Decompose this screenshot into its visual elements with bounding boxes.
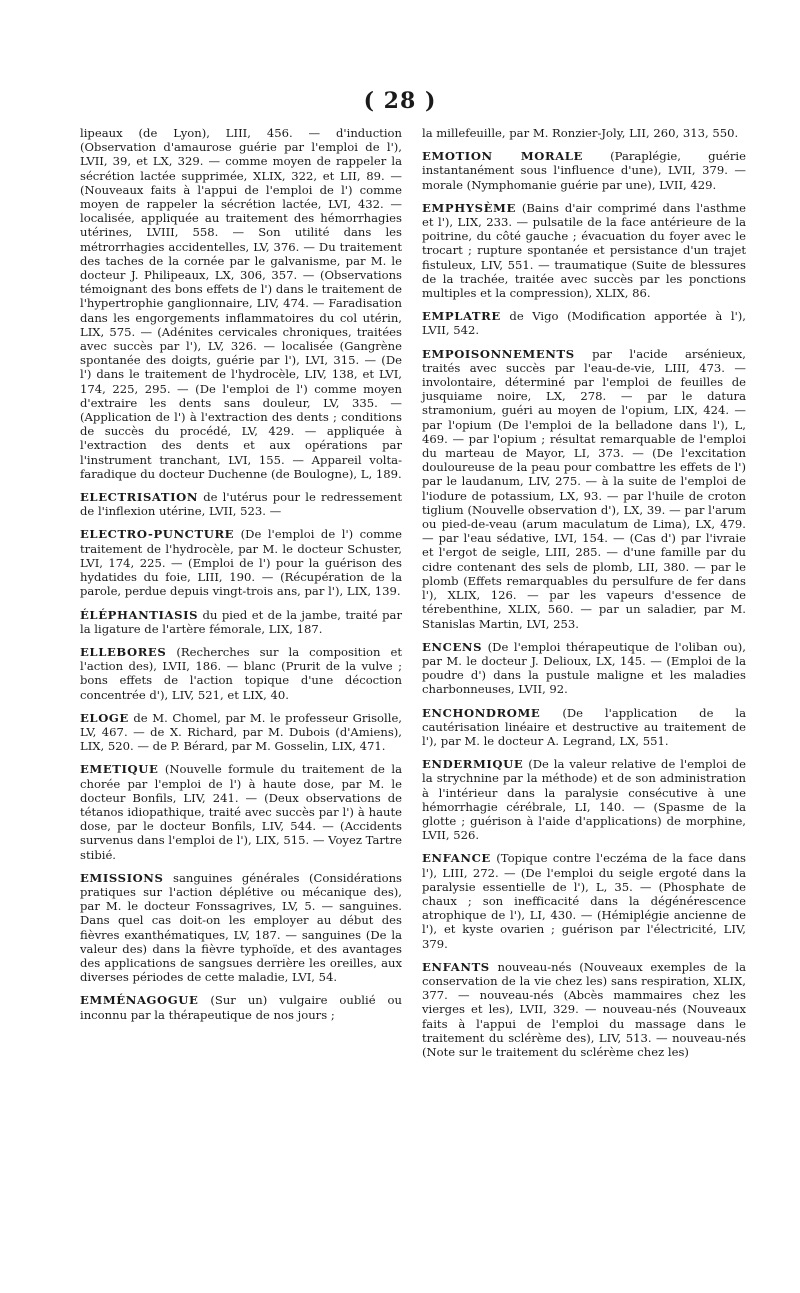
index-entry: [422, 640, 746, 697]
entry-heading: ENFANCE: [422, 851, 491, 866]
entry-text: du pied et de la jambe, traité par la ligature de l'artère fémorale, LIX, 187.: [80, 607, 402, 636]
entry-text: la millefeuille, par M. Ronzier-Joly, LII, 260, 313, 550.: [422, 126, 739, 140]
index-entry: [422, 309, 746, 337]
index-entry: [422, 347, 746, 631]
entry-heading: ENCENS: [422, 639, 483, 654]
entry-text: de Vigo (Modification apportée à l'), LVII, 542.: [422, 309, 746, 338]
entry-heading: EMPHYSÈME: [422, 200, 516, 215]
entry-heading: EMMÉNAGOGUE: [80, 993, 199, 1008]
entry-text: sanguines générales (Considérations pratiques sur l'action déplétive ou mécanique des), par M. le docteur Fonssagrives, LV, 5. — sanguines. Dans quel cas doit-on les employer au début des fièvres exanthématiques, LV, 187. — sanguines (De la valeur des) dans la fièvre typhoïde, et des avantages des applications de sangsues derrière les oreilles, aux diverses périodes de cette maladie, LVI, 54.: [80, 870, 402, 985]
index-entry: [80, 871, 402, 985]
index-entry: [80, 762, 402, 861]
entry-heading: ÉLÉPHANTIASIS: [80, 607, 199, 622]
index-entry: [80, 711, 402, 754]
entry-heading: ENCHONDROME: [422, 705, 541, 720]
entry-heading: ELECTRO-PUNCTURE: [80, 527, 235, 542]
entry-heading: ELOGE: [80, 710, 129, 725]
index-entry: [422, 149, 746, 192]
index-entry: [80, 993, 402, 1021]
entry-heading: EMPOISONNEMENTS: [422, 346, 575, 361]
index-entry: [80, 490, 402, 518]
entry-text: (Recherches sur la composition et l'action des), LVII, 186. — blanc (Prurit de la vulve ; bons effets de l'action topique d'une décoction concentrée d'), LIV, 521, et LIX, 40.: [80, 644, 402, 702]
entry-text: de l'utérus pour le redressement de l'inflexion utérine, LVII, 523. —: [80, 490, 402, 519]
left-column: [80, 126, 402, 1031]
entry-text: nouveau-nés (Nouveaux exemples de la conservation de la vie chez les) sans respiration, XLIX, 377. — nouveau-nés (Abcès mammaires chez les vierges et les), LVII, 329. — nouveau-nés (Nouveaux faits à l'appui de l'emploi du massage dans le traitement du sclérème des), LIV, 513. — nouveau-nés (Note sur le traitement du sclérème chez les): [422, 959, 746, 1059]
entry-heading: ENFANTS: [422, 959, 490, 974]
index-entry: [422, 851, 746, 950]
entry-heading: ELECTRISATION: [80, 490, 199, 505]
index-entry: [80, 527, 402, 598]
index-entry: [80, 608, 402, 636]
entry-heading: EMISSIONS: [80, 870, 164, 885]
entry-text: (De la valeur relative de l'emploi de la strychnine par la méthode) et de son administration à l'intérieur dans la paralysie consécutive à une hémorrhagie cérébrale, LI, 140. — (Spasme de la glotte ; guérison à l'aide d'applications) de morphine, LVII, 526.: [422, 757, 746, 843]
entry-heading: ENDERMIQUE: [422, 757, 524, 772]
entry-text: par l'acide arsénieux, traités avec succès par l'eau-de-vie, LIII, 473. — involontaire, déterminé par l'emploi de feuilles de jusquiame noire, LX, 278. — par le datura stramonium, guéri au moyen de l'opium, LIX, 424. — par l'opium (De l'emploi de la belladone dans l'), L, 469. — par l'opium ; résultat remarquable de l'emploi du marteau de Mayor, LI, 373. — (De l'excitation douloureuse de la peau pour combattre les effets de l') par le laudanum, LIV, 275. — à la suite de l'emploi de l'iodure de potassium, LX, 93. — par l'huile de croton tiglium (Nouvelle observation d'), LX, 39. — par l'arum ou pied-de-veau (arum maculatum de Lima), LX, 479. — par l'eau sédative, LVI, 154. — (Cas d') par l'ivraie et l'ergot de seigle, LIII, 285. — d'une famille par du cidre contenant des sels de plomb, LII, 380. — par le plomb (Effets remarquables du persulfure de fer dans l'), XLIX, 126. — par les vapeurs d'essence de térebenthine, XLIX, 560. — par un saladier, par M. Stanislas Martin, LVI, 253.: [422, 346, 746, 631]
entry-heading: ELLEBORES: [80, 644, 167, 659]
entry-text: (De l'application de la cautérisation linéaire et destructive au traitement de l'), par M. le docteur A. Legrand, LX, 551.: [422, 705, 746, 748]
entry-text: (Bains d'air comprimé dans l'asthme et l'), LIX, 233. — pulsatile de la face antérieure de la poitrine, du côté gauche ; évacuation du foyer avec le trocart ; rupture spontanée et persistance d'un trajet fistuleux, LIV, 551. — traumatique (Suite de blessures de la trachée, traitée avec succès par les ponctions multiples et la compression), XLIX, 86.: [422, 200, 746, 301]
page-number: ( 28 ): [363, 88, 437, 114]
index-entry: [422, 706, 746, 749]
index-entry: [80, 126, 402, 481]
entry-text: (Topique contre l'eczéma de la face dans l'), LIII, 272. — (De l'emploi du seigle ergoté dans la paralysie essentielle de l'), L, 35. — (Phosphate de chaux ; son inefficacité dans la dégénérescence atrophique de l'), LI, 430. — (Hémiplégie ancienne de l'), et kyste ovarien ; guérison par l'électricité, LIV, 379.: [422, 851, 746, 951]
entry-text: de M. Chomel, par M. le professeur Grisolle, LV, 467. — de X. Richard, par M. Dubois (d'Amiens), LIX, 520. — de P. Bérard, par M. Gosselin, LIX, 471.: [80, 710, 402, 754]
entry-text: (De l'emploi thérapeutique de l'oliban ou), par M. le docteur J. Delioux, LX, 145. — (Emploi de la poudre d') dans la pustule maligne et les maladies charbonneuses, LVII, 92.: [422, 639, 746, 697]
index-entry: [80, 645, 402, 702]
entry-heading: EMOTION MORALE: [422, 149, 583, 164]
index-entry: [422, 960, 746, 1059]
entry-text: (De l'emploi de l') comme traitement de l'hydrocèle, par M. le docteur Schuster, LVI, 174, 225. — (Emploi de l') pour la guérison des hydatides du foie, LIII, 190. — (Récupération de la parole, perdue depuis vingt-trois ans, par l'), LIX, 139.: [80, 527, 402, 599]
entry-text: lipeaux (de Lyon), LIII, 456. — d'induction (Observation d'amaurose guérie par l'emploi de l'), LVII, 39, et LX, 329. — comme moyen de rappeler la sécrétion lactée supprimée, XLIX, 322, et LII, 89. — (Nouveaux faits à l'appui de l'emploi de l') comme moyen de rappeler la sécrétion lactée, LVI, 432. — localisée, appliquée au traitement des hémorrhagies utérines, LVIII, 558. — Son utilité dans les métrorrhagies accidentelles, LV, 376. — Du traitement des taches de la cornée par le galvanisme, par M. le docteur J. Philipeaux, LX, 306, 357. — (Observations témoignant des bons effets de l') dans le traitement de l'hypertrophie ganglionnaire, LIV, 474. — Faradisation dans les engorgements inflammatoires du col utérin, LIX, 575. — (Adénites cervicales chroniques, traitées avec succès par l'), LV, 326. — localisée (Gangrène spontanée des doigts, guérie par l'), LVI, 315. — (De l') dans le traitement de l'hydrocèle, LIV, 138, et LVI, 174, 225, 295. — (De l'emploi de l') comme moyen d'extraire les dents sans douleur, LV, 335. — (Application de l') à l'extraction des dents ; conditions de succès du procédé, LV, 429. — appliquée à l'extraction des dents et aux opérations par l'instrument tranchant, LVI, 155. — Appareil volta-faradique du docteur Duchenne (de Boulogne), L, 189.: [80, 126, 402, 481]
entry-text: (Nouvelle formule du traitement de la chorée par l'emploi de l') à haute dose, par M. le docteur Bonfils, LIV, 241. — (Deux observations de tétanos idiopathique, traité avec succès par l') à haute dose, par le docteur Bonfils, LIV, 544. — (Accidents survenus dans l'emploi de l'), LIX, 515. — Voyez Tartre stibié.: [80, 762, 402, 862]
entry-text: (Sur un) vulgaire oublié ou inconnu par la thérapeutique de nos jours ;: [80, 993, 402, 1022]
right-column: [422, 126, 746, 1068]
index-entry: [422, 126, 746, 140]
index-entry: [422, 757, 746, 842]
entry-heading: EMETIQUE: [80, 762, 159, 777]
entry-text: (Paraplégie, guérie instantanément sous l'influence d'une), LVII, 379. — morale (Nymphomanie guérie par une), LVII, 429.: [422, 149, 746, 192]
entry-heading: EMPLATRE: [422, 309, 501, 324]
index-entry: [422, 201, 746, 300]
